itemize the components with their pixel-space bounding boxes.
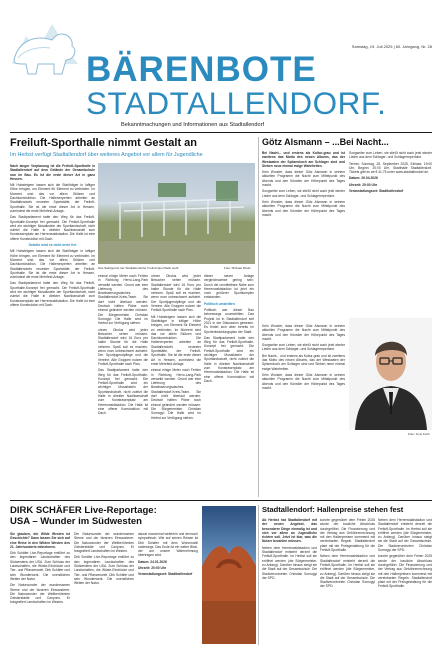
bottom-left-body: Dirk Schäfer Live-Reportage entführt zu den legendären Landschaften des Südwestens der USA. Zum Schluss der Landschaften, die Wüste-Eindrücke und Tier- und Pflanzenwelt. Dirk Schäfer und sein Wunderwerk. Die unendlichen Weiten der Natur.: [10, 551, 70, 581]
side-time: Uhrzeit: 20:00 Uhr: [349, 182, 378, 187]
lead-col2-text-c: Das Stadtparlament hatte den Weg für das Freiluft-Sporthalle-Konzept frei gemacht. Die Freiluft-Sporthalle wird ein wichtiger Mosaikstein der Sportlandschaft, nicht zuletzt die Halle in direkter Nachbarschaft zum Kunstrasenplatz am Herrenwaldstadion. Die Halle ist eine offene Konstruktion mit Dach.: [98, 368, 148, 416]
lead-headline: Freiluft-Sporthalle nimmt Gestalt an: [10, 137, 198, 149]
man-portrait-icon: [349, 318, 432, 430]
sports-hall-frame-icon: [98, 163, 255, 264]
bottom-left-date: Datum: 24.01.2026: [138, 559, 167, 564]
desert-arch-icon: [202, 506, 256, 644]
lead-intro: Nach langer Vorplanung ist die Freiluft-Sporthalle in Stadtallendorf auf dem Gelände der Gesamtschule nun im Bau. Es ist die erste dieser Art in ganz Hessen.: [10, 164, 95, 181]
bottom-right-column-1: [262, 518, 317, 646]
bottom-left-column-1: [10, 532, 70, 646]
bottom-left-intro: Sie glauben, der Wilde Westen ist Geschichte? Dann lassen Sie sich auf eine Reise in den Wilden Westen des 21. Jahrhunderts mitnehmen.: [10, 532, 70, 549]
lead-col4-body: Politisch war dieser Bau keineswegs unumstritten. Das Projekt ist in Stadtallendorf seit 2021 in der Diskussion gewesen. Es findet sich aber bereits im Sportentwicklungsplan der Stadt.: [204, 308, 254, 334]
masthead-title-bottom: STADTALLENDORF.: [86, 85, 387, 121]
bottom-right-col2-b: Neben dem Herrenwaldstadion und Stadtallendorf entsteht derzeit die Freiluft-Sporthalle. Im Herbst soll sie eröffnet werden (die Bürgermeister, zu Anfang). Darüber hinaus steigt sie die Stadt auf der Gesamtschule. Die Stadtverordneten Christian Somogyi der SPD.: [320, 554, 375, 589]
bottom-right-col1: Neben dem Herrenwaldstadion und Stadtallendorf entsteht derzeit die Freiluft-Sporthalle. Im Herbst soll sie eröffnet werden (die Bürgermeister, zu Anfang). Darüber hinaus steigt sie die Stadt auf der Gesamtschule. Die Stadtverordneten Christian Somogyi der SPD.: [262, 545, 317, 580]
side-org: Veranstaltungsort: Stadthallendorf: [349, 189, 404, 194]
lead-col3-text-c: einmal einige Meter nach Fehlen in Richtung Herro-Lang-Park verwelkt werden. Grund war eine Lieferung des Bewässerungsdaches. Stadtallendorf-Kreis-Team. Sie darf nicht überlaut werden. Deutsch hätten Pläne noch einmal geändert werden müssen. Die Bürgermeister Christian Somogyi: Die Halle wird im Herbst zur Verfügung stehen.: [151, 368, 201, 420]
bottom-left-column-3: [138, 532, 198, 646]
side-col2: Songwriter zum Leben, sie stießt nicht auch jetzt wieder Lieder aus dem Schlager- und Schlagerrepertoire.: [349, 151, 432, 160]
lead-subline: Im Herbst verfügt Stadtallendorf über weiteres Angebot vor allem für Jugendliche: [10, 152, 203, 158]
side-body: Kein Wunder, dass dieser Götz Alsmann in seinem aktuellen Programm die Nacht zum Mittelpunkt des Abends und den Künstler der Höhepunkt des Tages macht.: [262, 170, 345, 188]
bottom-right-col3: Neben dem Herrenwaldstadion und Stadtallendorf entsteht derzeit die Freiluft-Sporthalle. Im Herbst soll sie eröffnet werden (die Bürgermeister, zu Anfang). Darüber hinaus steigt sie die Stadt auf der Gesamtschule. Die Stadtverordneten Christian Somogyi der SPD.: [378, 518, 432, 553]
side-column-1: [262, 151, 345, 321]
side-info: Termin: Sonntag, 28. September 2025, Einlass: 19:00 Uhr, Beginn: 20:00 Uhr, Stadthalle Stadtallendorf. Tickets gibt es ab € 41,75 unter www.stadtallendorf.de.: [349, 161, 432, 175]
desert-photo: [202, 506, 256, 644]
bottom-right-intro: Ab Herbst hat Stadtallendorf mit der neuen Angebot, das besonderer Dinge einmalig ist und sich vor allem an Jugendliche richten soll. Jetzt ist klar, was die Nutzer bezahlen müssen.: [262, 518, 317, 544]
side-date: Datum: 26.04.2026: [349, 176, 378, 181]
bottom-right-col3-b: konnte gegenüber dem Freien 2025 wurde der bauliche Abschluss durchgeführt. Die Finanzierung und der Vertrag aus Gebührenrechnung mit den Hallenpreisen kommend mit vereinbarten Regeln. Stadtallendorf plant mit der Preisgestaltung für die Freiluft-Sporthalle.: [378, 554, 432, 589]
lead-column-3: [151, 274, 201, 494]
lead-column-2: [98, 274, 148, 494]
bottom-left-col2-b: Dirk Schäfer Live-Reportage entführt zu den legendären Landschaften des Südwestens der USA. Zum Schluss der Landschaften, die Wüste-Eindrücke und Tier- und Pflanzenwelt. Dirk Schäfer und sein Wunderwerk. Die unendlichen Weiten der Natur.: [74, 555, 134, 586]
lead-col4-body-b: Das Stadtparlament hatte den Weg für das Freiluft-Sporthalle-Konzept frei gemacht. Die Freiluft-Sporthalle wird ein wichtiger Mosaikstein der Sportlandschaft, nicht zuletzt die Halle in direkter Nachbarschaft zum Kunstrasenplatz am Herrenwaldstadion. Die Halle ist eine offene Konstruktion mit Dach.: [204, 335, 254, 383]
bottom-left-column-2: [74, 532, 134, 646]
lead-body-2b: Mit Hubsteigern lassen sich die Stahlträger in luftiger Höhe bringen, um Element für Element zu verbinden. Im Moment sind das vor allem Stützen und Dachkonstruktion. Die Hallenexperten arbeiten an Stadtallendorfs neuester Sportstätte, der Freiluft-Sporthalle. Sie ist die erste dieser Art in Hessen, zumindest die erste Mehrfeld-Anlage.: [10, 249, 95, 280]
lead-photo-credit: Foto: Michael Rinde: [224, 266, 251, 270]
masthead-tagline: Bekanntmachungen und Informationen aus Stadtallendorf: [121, 122, 265, 128]
bottom-left-time: Uhrzeit: 20:00 Uhr: [138, 566, 167, 571]
side-body-c: Kein Wunder, dass dieser Götz Alsmann in seinem aktuellen Programm die Nacht zum Mittelpunkt des Abends und den Künstler der Höhepunkt des Tages macht.: [262, 199, 345, 217]
side-lower-text-d: Kein Wunder, dass dieser Götz Alsmann in seinem aktuellen Programm die Nacht zum Mittelpunkt des Abends und den Künstler der Höhepunkt des Tages macht.: [262, 372, 345, 390]
portrait-credit: Foto: Jens Koch: [408, 432, 430, 436]
section-rule: [10, 500, 432, 501]
lead-column-4: [204, 274, 254, 494]
lead-body-2: Das Stadtparlament hatte den Weg für das Freiluft-Sporthalle-Konzept frei gemacht. Die Freiluft-Sporthalle wird ein wichtiger Mosaikstein der Sportlandschaft, nicht zuletzt die Halle in direkter Nachbarschaft zum Kunstrasenplatz am Herrenwaldstadion. Die Halle ist eine offene Konstruktion mit Dach.: [10, 215, 95, 241]
lead-body-1: Mit Hubsteigern lassen sich die Stahlträger in luftiger Höhe bringen, um Element für Element zu verbinden. Im Moment sind das vor allem Stützen und Dachkonstruktion. Die Hallenexperten arbeiten an Stadtallendorfs neuester Sportstätte, der Freiluft-Sporthalle. Sie ist die erste dieser Art in Hessen, zumindest die erste Mehrfeld-Anlage.: [10, 183, 95, 213]
lead-highlight: Gebühr wird es nicht mehr frei: [28, 243, 77, 248]
masthead-rule: [10, 132, 432, 133]
masthead-title-top: BÄRENBOTE: [86, 50, 317, 89]
side-column-1-lower: [262, 324, 345, 492]
bottom-right-headline: Stadtallendorf: Hallenpreise stehen fest: [262, 505, 404, 514]
bottom-left-org: Veranstaltungsort: Stadthallendorf: [138, 572, 193, 577]
lead-col3-text-b: Mit Hubsteigern lassen sich die Stahlträger in luftiger Höhe bringen, um Element für Element zu verbinden. Im Moment sind das vor allem Stützen und Dachkonstruktion. Die Hallenexperten arbeiten an Stadtallendorfs neuester Sportstätte, der Freiluft-Sporthalle. Sie ist die erste dieser Art in Hessen, zumindest die erste Mehrfeld-Anlage.: [151, 314, 201, 366]
side-intro: Bei Nacht... und erstens als Kultur-grau und ist zweitens das Motto des neuen Albums, das der Westwalen der Spitzenkoch am Schlager sind und Sieben neue einmal ewige Wahrheiten.: [262, 151, 345, 168]
bottom-divider: [258, 505, 259, 645]
bottom-left-headline-2: USA – Wunder im Südwesten: [10, 516, 142, 527]
lead-photo-caption: Das Stahlgerüst der Stadtallendorfer Freiluft-Sporthalle steht.: [98, 266, 180, 270]
portrait-photo: [349, 318, 432, 430]
lead-col2-text-b: ohnen Obolus wird jeder Besucher sehen müssen. Stadtallendorf wird 16 Euro pro halbe Stunde für die Halle nehmen. Spaß soll es machen, wenn man unbeschwert aufsieht. Der Sportjugendpflege und die Vereine. Alle Gruppen nutzen die Freiluft-Sporthalle nach Plan.: [98, 327, 148, 366]
bottom-left-col3: akurat manchmal weiterhin und dennoch sympathisch. Wie auf seinen Reisen ist Dirk Schäfer mit dem Wohnmobil unterwegs. Das Ende ist ein weiter Blick, der auf unsere Wahrnehmung übertragen wird.: [138, 532, 198, 558]
bottom-left-body-b: Die Naturwunder der wundersamen Sterne und der bizarren Einwanderer. Die Naturwunder der Weltberühmten Geisterstädte und Canyons. Er fotografiert Landschaften im Westen.: [10, 583, 70, 605]
date-line: Samstag, 19. Juli 2025 | 60. Jahrgang, Nr. 28: [351, 44, 432, 49]
bottom-right-col2: konnte gegenüber dem Freien 2025 wurde der bauliche Abschluss durchgeführt. Die Finanzierung und der Vertrag aus Gebührenrechnung mit den Hallenpreisen kommend mit vereinbarten Regeln. Stadtallendorf plant mit der Preisgestaltung für die Freiluft-Sporthalle.: [320, 518, 375, 553]
lead-body-2c: Das Stadtparlament hatte den Weg für das Freiluft-Sporthalle-Konzept frei gemacht. Die Freiluft-Sporthalle wird ein wichtiger Mosaikstein der Sportlandschaft, nicht zuletzt die Halle in direkter Nachbarschaft zum Kunstrasenplatz am Herrenwaldstadion. Die Halle ist eine offene Konstruktion mit Dach.: [10, 281, 95, 307]
side-lower-text: Kein Wunder, dass dieser Götz Alsmann in seinem aktuellen Programm die Nacht zum Mittelpunkt des Abends und den Künstler der Höhepunkt des Tages macht.: [262, 324, 345, 341]
bottom-left-headline-1: DIRK SCHÄFER Live-Reportage:: [10, 505, 157, 516]
side-body-b: Songwriter zum Leben, sie stießt nicht auch jetzt wieder Lieder aus dem Schlager- und Schlagerrepertoire.: [262, 189, 345, 198]
lead-photo: [98, 163, 255, 264]
side-headline: Götz Alsmann – ...Bei Nacht...: [262, 137, 389, 147]
bear-logo-icon: [8, 6, 82, 80]
lead-column-1: [10, 164, 95, 494]
side-column-2: [349, 151, 432, 321]
lead-col3-text: ohnen Obolus wird jeder Besucher sehen müssen. Stadtallendorf wird 16 Euro pro halbe Stunde für die Halle nehmen. Spaß soll es machen, wenn man unbeschwert aufsieht. Der Sportjugendpflege und die Vereine. Alle Gruppen nutzen die Freiluft-Sporthalle nach Plan.: [151, 274, 201, 313]
lead-col2-text: einmal einige Meter nach Fehlen in Richtung Herro-Lang-Park verwelkt werden. Grund war eine Lieferung des Bewässerungsdaches. Stadtallendorf-Kreis-Team. Sie darf nicht überlaut werden. Deutsch hätten Pläne noch einmal geändert werden müssen. Die Bürgermeister Christian Somogyi: Die Halle wird im Herbst zur Verfügung stehen.: [98, 274, 148, 326]
bottom-left-col2: Die Naturwunder der wundersamen Sterne und der bizarren Einwanderer. Die Naturwunder der Weltberühmten Geisterstädte und Canyons. Er fotografiert Landschaften im Westen.: [74, 532, 134, 554]
side-lower-text-c: Bei Nacht... und erstens als Kultur-grau und ist zweitens das Motto des neuen Albums, das der Westwalen der Spitzenkoch am Schlager sind und Sieben neue einmal ewige Wahrheiten.: [262, 353, 345, 371]
bottom-right-column-3: [378, 518, 432, 646]
lead-col4-text: dieser neuen Anlage vergleichsweise gering sein. Durch die unmittelbare Nähe zum Herrenwaldstadion ist jetzt ein noch größerer Sportkomplex entstanden.: [204, 274, 254, 300]
lead-col4-heading: Politisch umstritten: [204, 301, 235, 306]
bottom-right-column-2: [320, 518, 375, 646]
column-divider: [258, 137, 259, 497]
side-lower-text-b: Songwriter zum Leben, sie stießt nicht auch jetzt wieder Lieder aus dem Schlager- und Schlagerrepertoire.: [262, 343, 345, 352]
